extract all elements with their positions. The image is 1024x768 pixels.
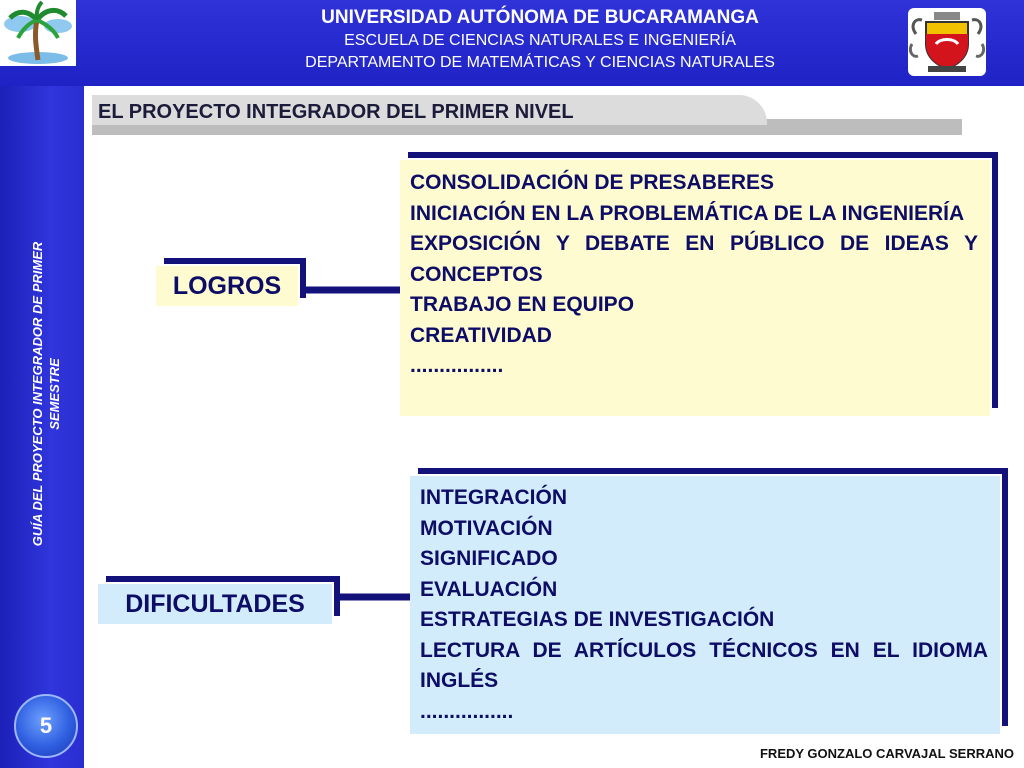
list-item: INICIACIÓN EN LA PROBLEMÁTICA DE LA INGENIERÍA: [410, 201, 965, 225]
dificultades-shadow-top: [106, 576, 340, 582]
logros-shadow-top: [164, 258, 306, 264]
page-number-badge: 5: [14, 694, 78, 758]
department-name: DEPARTAMENTO DE MATEMÁTICAS Y CIENCIAS NATURALES: [305, 54, 775, 71]
university-name: UNIVERSIDAD AUTÓNOMA DE BUCARAMANGA: [321, 7, 759, 28]
guide-title-line-1: GUÍA DEL PROYECTO INTEGRADOR DE PRIMER: [30, 241, 45, 547]
logros-panel-shadow-right: [992, 152, 998, 408]
dificultades-list: [420, 483, 988, 727]
list-item: LECTURA DE ARTÍCULOS TÉCNICOS EN EL IDIOMA INGLÉS: [420, 638, 988, 692]
list-item: MOTIVACIÓN: [420, 516, 553, 540]
logros-shadow-right: [300, 258, 306, 298]
list-item: CONSOLIDACIÓN DE PRESABERES: [410, 171, 775, 194]
dificultades-panel-shadow-top: [418, 468, 1008, 474]
list-item: ................: [410, 354, 504, 377]
school-name: ESCUELA DE CIENCIAS NATURALES E INGENIERÍA: [344, 32, 736, 49]
list-item: EXPOSICIÓN Y DEBATE EN PÚBLICO DE IDEAS Y CONCEPTOS: [410, 232, 978, 286]
list-item: TRABAJO EN EQUIPO: [410, 293, 635, 316]
list-item: EVALUACIÓN: [420, 577, 558, 601]
list-item: INTEGRACIÓN: [420, 486, 567, 509]
dificultades-label: DIFICULTADES: [125, 590, 305, 618]
list-item: CREATIVIDAD: [410, 323, 552, 347]
logros-panel-shadow-top: [408, 152, 998, 158]
logros-label: LOGROS: [172, 272, 282, 300]
section-title: EL PROYECTO INTEGRADOR DEL PRIMER NIVEL: [98, 101, 574, 123]
author-footer: FREDY GONZALO CARVAJAL SERRANO: [759, 746, 1014, 761]
list-item: SIGNIFICADO: [420, 547, 558, 570]
guide-title-line-2: SEMESTRE: [47, 358, 62, 430]
logros-list: [410, 168, 978, 382]
list-item: ................: [420, 699, 514, 723]
list-item: ESTRATEGIAS DE INVESTIGACIÓN: [420, 608, 775, 631]
dificultades-panel-shadow-right: [1002, 468, 1008, 726]
dificultades-shadow-right: [334, 576, 340, 616]
